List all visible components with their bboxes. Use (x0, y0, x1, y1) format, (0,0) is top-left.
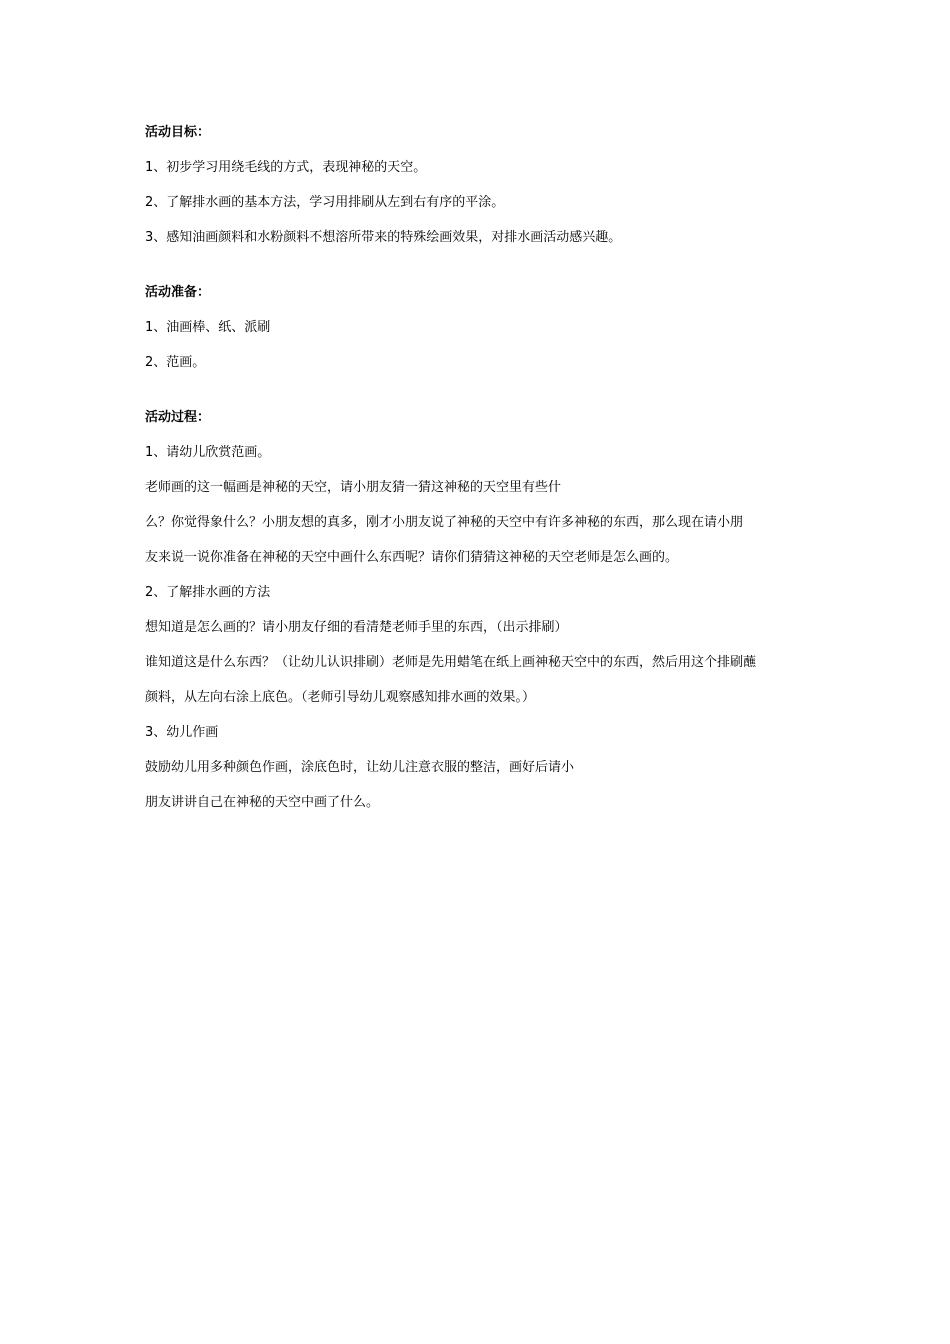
section-heading-process: 活动过程： (145, 410, 211, 425)
goal-item-1: 1、初步学习用绕毛线的方式，表现神秘的天空。 (145, 160, 427, 175)
section-heading-goals: 活动目标： (145, 125, 211, 140)
process-line-11: 朋友讲讲自己在神秘的天空中画了什么。 (145, 795, 380, 810)
process-line-1: 1、请幼儿欣赏范画。 (145, 445, 271, 460)
process-line-2: 老师画的这一幅画是神秘的天空，请小朋友猜一猜这神秘的天空里有些什 (145, 480, 562, 495)
process-line-5: 2、了解排水画的方法 (145, 585, 271, 600)
process-line-7: 谁知道这是什么东西？（让幼儿认识排刷）老师是先用蜡笔在纸上画神秘天空中的东西，然后用这个排刷蘸 (145, 655, 757, 670)
process-line-10: 鼓励幼儿用多种颜色作画，涂底色时，让幼儿注意衣服的整洁，画好后请小 (145, 760, 575, 775)
process-line-9: 3、幼儿作画 (145, 725, 219, 740)
process-line-4: 友来说一说你准备在神秘的天空中画什么东西呢？请你们猜猜这神秘的天空老师是怎么画的。 (145, 550, 679, 565)
goal-item-2: 2、了解排水画的基本方法，学习用排刷从左到右有序的平涂。 (145, 195, 505, 210)
preparation-item-2: 2、范画。 (145, 355, 206, 370)
document-body (145, 124, 815, 811)
process-line-8: 颜料，从左向右涂上底色。（老师引导幼儿观察感知排水画的效果。） (145, 690, 536, 705)
goal-item-3: 3、感知油画颜料和水粉颜料不想溶所带来的特殊绘画效果，对排水画活动感兴趣。 (145, 230, 622, 245)
section-heading-preparation: 活动准备： (145, 285, 211, 300)
process-line-6: 想知道是怎么画的？请小朋友仔细的看清楚老师手里的东西，（出示排刷） (145, 620, 568, 635)
process-line-3: 么？你觉得象什么？小朋友想的真多，刚才小朋友说了神秘的天空中有许多神秘的东西，那么现在请小朋 (145, 515, 744, 530)
preparation-item-1: 1、油画棒、纸、派刷 (145, 320, 271, 335)
